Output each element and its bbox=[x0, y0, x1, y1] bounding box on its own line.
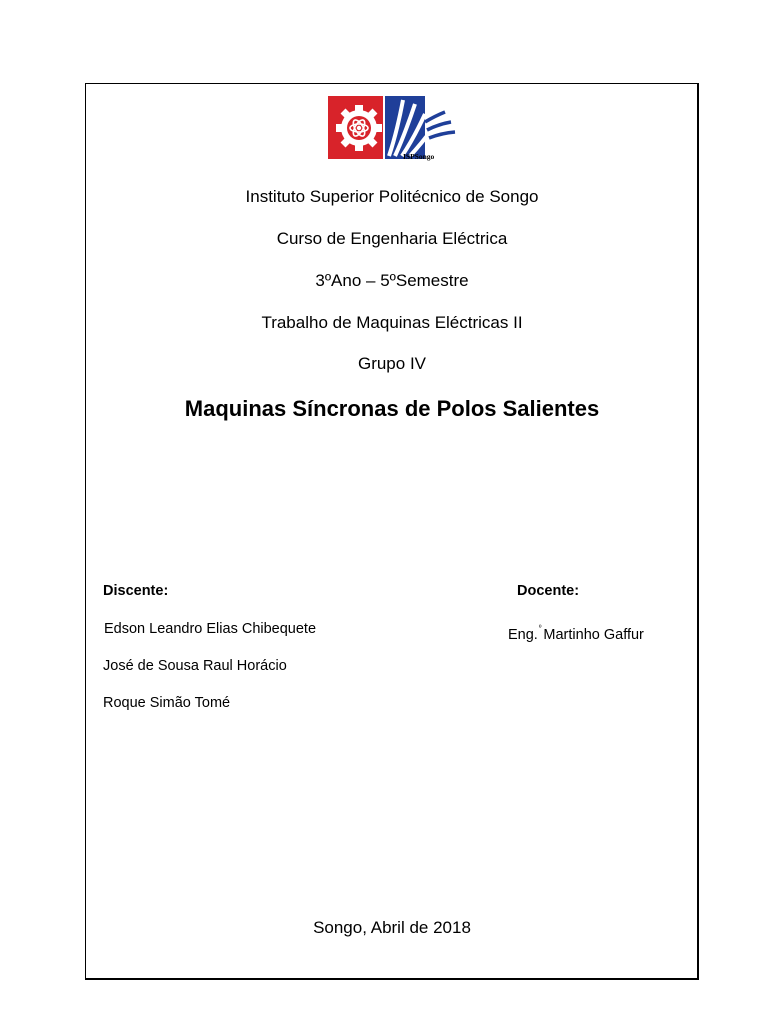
teacher-ordinal: º bbox=[538, 625, 542, 632]
teacher-name-line bbox=[508, 620, 644, 644]
student-name-2: José de Sousa Raul Horácio bbox=[103, 658, 287, 674]
ispsongo-logo bbox=[325, 92, 460, 162]
teacher-label: Docente: bbox=[517, 583, 580, 599]
logo-text: ISPSongo bbox=[403, 152, 435, 161]
book-stripes-icon bbox=[385, 96, 455, 159]
student-name-1: Edson Leandro Elias Chibequete bbox=[104, 621, 317, 637]
gear-icon bbox=[328, 96, 383, 159]
teacher-name: Martinho Gaffur bbox=[543, 627, 644, 643]
institution-name: Instituto Superior Politécnico de Songo bbox=[245, 187, 539, 206]
page-border bbox=[85, 83, 699, 980]
document-title: Maquinas Síncronas de Polos Salientes bbox=[184, 396, 600, 421]
students-label: Discente: bbox=[103, 583, 169, 599]
year-semester: 3ºAno – 5ºSemestre bbox=[315, 271, 469, 290]
student-name-3: Roque Simão Tomé bbox=[103, 695, 231, 711]
teacher-prefix: Eng. bbox=[508, 627, 538, 643]
group-number: Grupo IV bbox=[357, 354, 427, 373]
work-subject: Trabalho de Maquinas Eléctricas II bbox=[261, 313, 523, 332]
course-name: Curso de Engenharia Eléctrica bbox=[276, 229, 508, 248]
place-date: Songo, Abril de 2018 bbox=[313, 918, 471, 937]
